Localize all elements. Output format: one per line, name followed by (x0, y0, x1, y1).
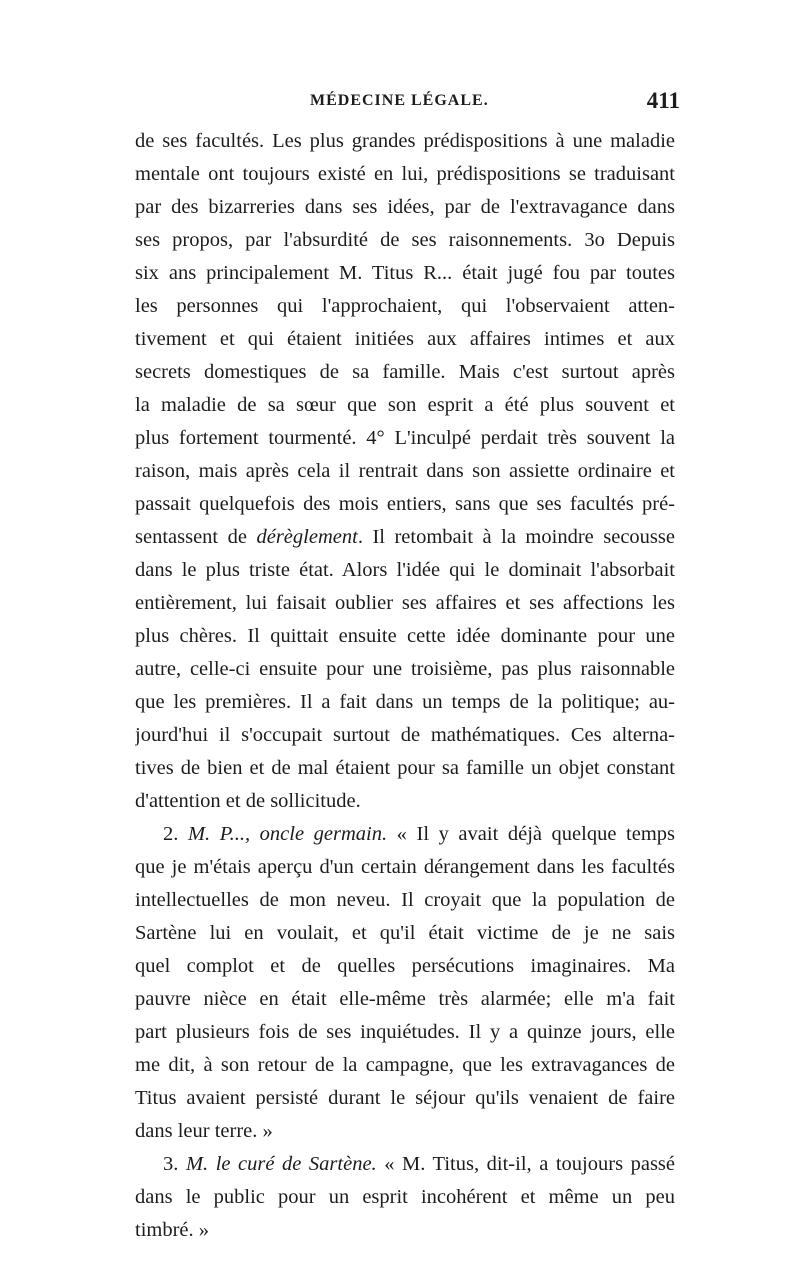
paragraph-number: 2. (163, 823, 188, 845)
text-run: « M. Titus, dit-il, a toujours passé (376, 1153, 675, 1175)
body-text (135, 125, 675, 1247)
paragraph-3-first-line (135, 1148, 675, 1181)
text-line (135, 521, 675, 554)
text-line: par des bizarreries dans ses idées, par de l'extravagance dans (135, 196, 675, 218)
text-line: que les premières. Il a fait dans un temps de la politique; au- (135, 691, 675, 713)
text-line: ses propos, par l'absurdité de ses raisonnements. 3o Depuis (135, 229, 675, 251)
text-run: . Il retombait à la moindre secousse (357, 526, 675, 548)
page-number: 411 (646, 88, 680, 113)
text-line: passait quelquefois des mois entiers, sans que ses facultés pré- (135, 493, 675, 515)
text-run: sentassent de (135, 526, 257, 548)
text-line: dans leur terre. » (135, 1120, 273, 1142)
text-line: six ans principalement M. Titus R... était jugé fou par toutes (135, 262, 675, 284)
text-line: de ses facultés. Les plus grandes prédispositions à une maladie (135, 130, 675, 152)
running-head (135, 88, 680, 122)
text-line: jourd'hui il s'occupait surtout de mathématiques. Ces alterna- (135, 724, 675, 746)
text-line: que je m'étais aperçu d'un certain dérangement dans les facultés (135, 856, 675, 878)
text-line: raison, mais après cela il rentrait dans son assiette ordinaire et (135, 460, 675, 482)
text-line: d'attention et de sollicitude. (135, 790, 361, 812)
text-line: timbré. » (135, 1219, 210, 1241)
text-line: me dit, à son retour de la campagne, que les extravagances de (135, 1054, 675, 1076)
text-line: quel complot et de quelles persécutions imaginaires. Ma (135, 955, 675, 977)
text-line: pauvre nièce en était elle-même très alarmée; elle m'a fait (135, 988, 675, 1010)
text-line: tivement et qui étaient initiées aux affaires intimes et aux (135, 328, 675, 350)
text-line: intellectuelles de mon neveu. Il croyait que la population de (135, 889, 675, 911)
running-title: MÉDECINE LÉGALE. (310, 92, 489, 109)
text-line: part plusieurs fois de ses inquiétudes. Il y a quinze jours, elle (135, 1021, 675, 1043)
text-line: Sartène lui en voulait, et qu'il était victime de je ne sais (135, 922, 675, 944)
text-line: plus fortement tourmenté. 4° L'inculpé perdait très souvent la (135, 427, 675, 449)
text-line: dans le plus triste état. Alors l'idée qui le dominait l'absorbait (135, 559, 675, 581)
text-line: la maladie de sa sœur que son esprit a été plus souvent et (135, 394, 675, 416)
witness-label: M. le curé de Sartène. (185, 1153, 377, 1175)
paragraph-number: 3. (163, 1153, 186, 1175)
witness-label: M. P..., oncle germain. (187, 823, 388, 845)
text-line: autre, celle-ci ensuite pour une troisième, pas plus raisonnable (135, 658, 675, 680)
text-line: secrets domestiques de sa famille. Mais c'est surtout après (135, 361, 675, 383)
text-line: les personnes qui l'approchaient, qui l'observaient atten- (135, 295, 675, 317)
text-line: plus chères. Il quittait ensuite cette idée dominante pour une (135, 625, 675, 647)
text-line: tives de bien et de mal étaient pour sa famille un objet constant (135, 757, 675, 779)
text-line: mentale ont toujours existé en lui, prédispositions se traduisant (135, 163, 675, 185)
text-run: « Il y avait déjà quelque temps (387, 823, 675, 845)
italic-term: dérèglement (256, 526, 358, 548)
text-line: Titus avaient persisté durant le séjour qu'ils venaient de faire (135, 1087, 675, 1109)
text-line: entièrement, lui faisait oublier ses affaires et ses affections les (135, 592, 675, 614)
text-line: dans le public pour un esprit incohérent et même un peu (135, 1186, 675, 1208)
paragraph-2-first-line (135, 818, 675, 851)
